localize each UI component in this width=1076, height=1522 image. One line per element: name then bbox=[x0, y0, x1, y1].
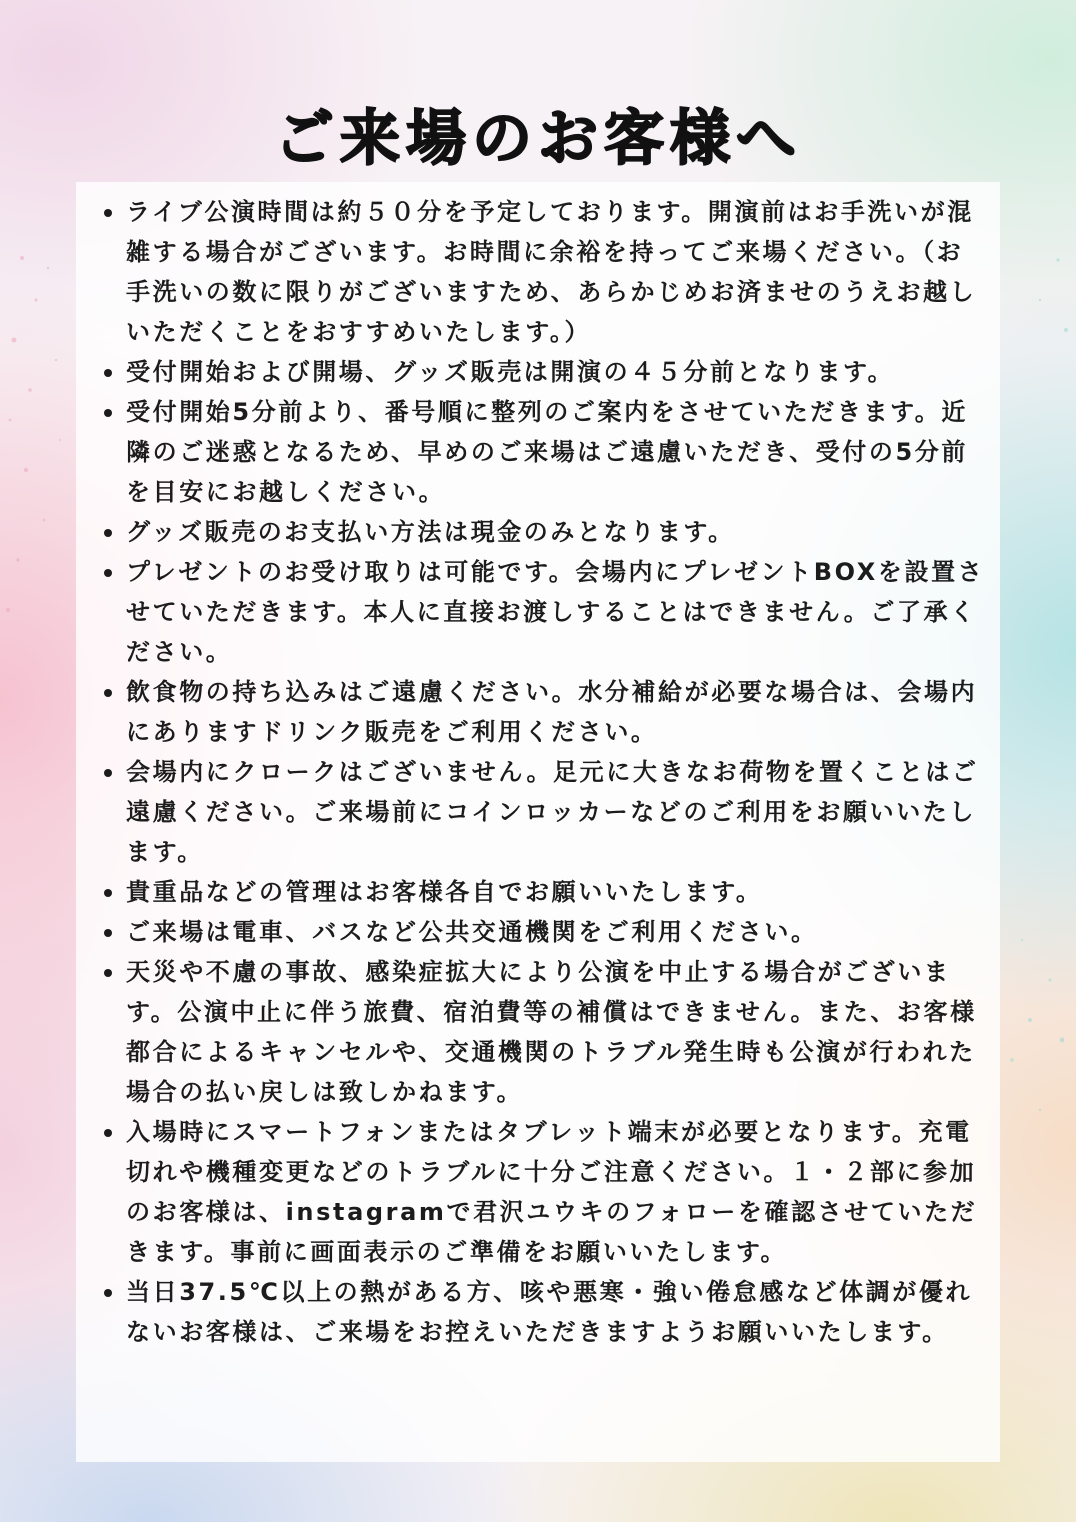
page-title: ご来場のお客様へ bbox=[274, 104, 802, 174]
notice-card bbox=[76, 182, 1000, 1462]
list-item: 会場内にクロークはございません。足元に大きなお荷物を置くことはご遠慮ください。ご来場前にコインロッカーなどのご利用をお願いいたします。 bbox=[76, 752, 986, 872]
list-item: 当日37.5℃以上の熱がある方、咳や悪寒・強い倦怠感など体調が優れないお客様は、ご来場をお控えいただきますようお願いいたします。 bbox=[76, 1272, 986, 1352]
list-item: 受付開始および開場、グッズ販売は開演の４５分前となります。 bbox=[76, 352, 986, 392]
list-item: 入場時にスマートフォンまたはタブレット端末が必要となります。充電切れや機種変更などのトラブルに十分ご注意ください。１・２部に参加のお客様は、instagramで君沢ユウキのフォローを確認させていただきます。事前に画面表示のご準備をお願いいたします。 bbox=[76, 1112, 986, 1272]
list-item: 貴重品などの管理はお客様各自でお願いいたします。 bbox=[76, 872, 986, 912]
list-item: プレゼントのお受け取りは可能です。会場内にプレゼントBOXを設置させていただきます。本人に直接お渡しすることはできません。ご了承ください。 bbox=[76, 552, 986, 672]
notice-list bbox=[76, 192, 986, 1352]
list-item: 受付開始5分前より、番号順に整列のご案内をさせていただきます。近隣のご迷惑となるため、早めのご来場はご遠慮いただき、受付の5分前を目安にお越しください。 bbox=[76, 392, 986, 512]
list-item: 天災や不慮の事故、感染症拡大により公演を中止する場合がございます。公演中止に伴う旅費、宿泊費等の補償はできません。また、お客様都合によるキャンセルや、交通機関のトラブル発生時も公演が行われた場合の払い戻しは致しかねます。 bbox=[76, 952, 986, 1112]
list-item: ご来場は電車、バスなど公共交通機関をご利用ください。 bbox=[76, 912, 986, 952]
list-item: 飲食物の持ち込みはご遠慮ください。水分補給が必要な場合は、会場内にありますドリンク販売をご利用ください。 bbox=[76, 672, 986, 752]
list-item: グッズ販売のお支払い方法は現金のみとなります。 bbox=[76, 512, 986, 552]
list-item: ライブ公演時間は約５０分を予定しております。開演前はお手洗いが混雑する場合がございます。お時間に余裕を持ってご来場ください。（お手洗いの数に限りがございますため、あらかじめお済ませのうえお越しいただくことをおすすめいたします。） bbox=[76, 192, 986, 352]
